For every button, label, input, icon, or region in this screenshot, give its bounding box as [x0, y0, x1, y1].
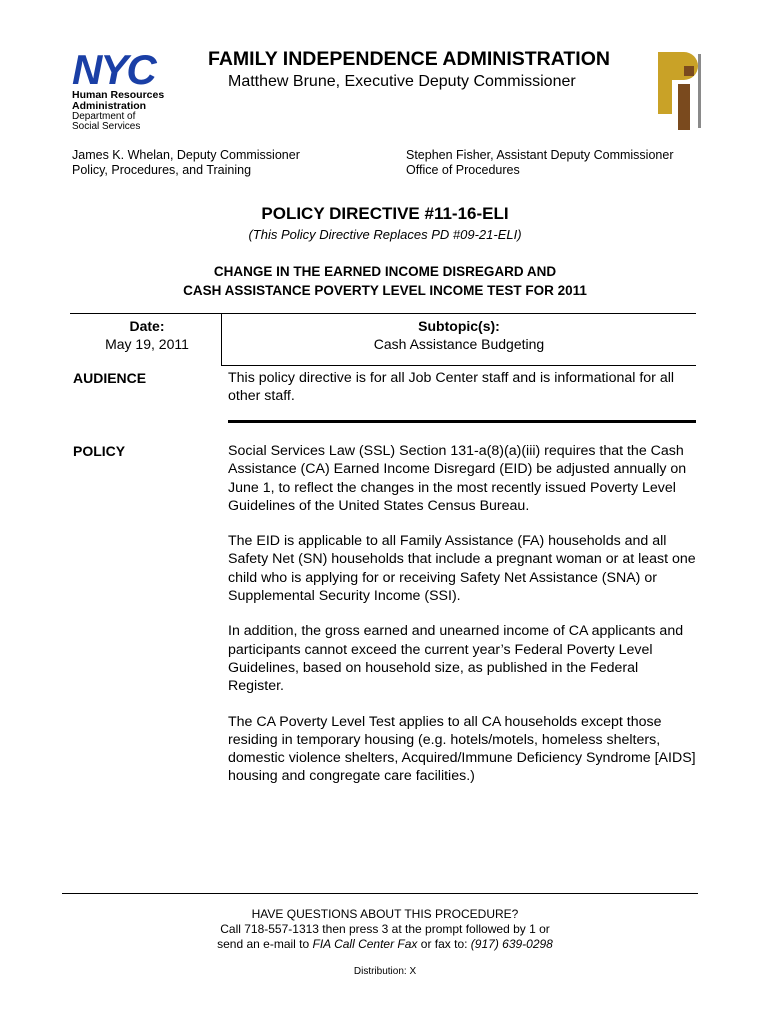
policy-paragraph-4: The CA Poverty Level Test applies to all CA households except those residing in temporary housing (e.g. hotels/motels, homeless shelters, domestic violence shelters, Acquired/Immune Deficiency Syndrome [AIDS] housing and congregate care facilities.)	[228, 713, 696, 785]
staff-left-name: James K. Whelan, Deputy Commissioner	[72, 148, 300, 162]
organization-title: FAMILY INDEPENDENCE ADMINISTRATION	[208, 48, 610, 70]
footer-email-prefix: send an e-mail to	[217, 937, 313, 951]
audience-text: This policy directive is for all Job Center staff and is informational for all other staff.	[228, 370, 675, 405]
audience-divider	[228, 420, 696, 423]
info-bottom-divider	[221, 365, 696, 366]
footer-fax-prefix: or fax to:	[417, 937, 471, 951]
dss-line-2: Social Services	[72, 121, 141, 132]
policy-paragraph-3: In addition, the gross earned and unearned income of CA applicants and participants cannot exceed the current year’s Federal Poverty Level Guidelines, based on household size, as published in the Federal Register.	[228, 623, 684, 695]
policy-paragraph-2: The EID is applicable to all Family Assistance (FA) households and all Safety Net (SN) households that include a pregnant woman or at least one child who is applying for or receiving Safety Net Assistance (SNA) or Supplemental Security Income (SSI).	[228, 533, 696, 605]
footer-call-line: Call 718-557-1313 then press 3 at the prompt followed by 1 or	[220, 922, 550, 936]
date-value: May 19, 2011	[105, 336, 189, 352]
subject-line-1: CHANGE IN THE EARNED INCOME DISREGARD AND	[213, 264, 557, 279]
subject-line-2: CASH ASSISTANCE POVERTY LEVEL INCOME TEST FOR 2011	[183, 283, 587, 298]
subtopic-label: Subtopic(s):	[418, 318, 500, 334]
organization-subtitle: Matthew Brune, Executive Deputy Commissioner	[228, 73, 576, 90]
staff-right	[406, 148, 726, 178]
pfa-logo	[654, 48, 710, 132]
nyc-logo-text: NYC	[72, 46, 155, 93]
footer	[0, 907, 770, 952]
dss-line-1: Department of	[72, 111, 136, 122]
nyc-hra-logo	[72, 46, 182, 132]
directive-subject	[0, 262, 770, 300]
hra-line-1: Human Resources	[72, 89, 165, 101]
hra-line-2: Administration	[72, 100, 147, 112]
distribution: Distribution: X	[353, 966, 417, 977]
staff-right-name: Stephen Fisher, Assistant Deputy Commissioner	[406, 148, 674, 162]
policy-paragraph-1: Social Services Law (SSL) Section 131-a(8)(a)(iii) requires that the Cash Assistance (CA) Earned Income Disregard (EID) be adjusted annually on June 1, to reflect the changes in the most recently issued Poverty Level Guidelines of the United States Census Bureau.	[228, 443, 687, 514]
directive-replaces: (This Policy Directive Replaces PD #09-21-ELI)	[248, 227, 522, 242]
date-label: Date:	[129, 318, 165, 334]
audience-label: AUDIENCE	[73, 370, 147, 386]
staff-left	[72, 148, 392, 178]
footer-fax-number: (917) 639-0298	[470, 937, 553, 951]
staff-right-office: Office of Procedures	[406, 163, 520, 177]
subtopic-value: Cash Assistance Budgeting	[373, 336, 545, 352]
policy-body	[228, 442, 698, 803]
pfa-logo-accent	[684, 66, 694, 76]
footer-question: HAVE QUESTIONS ABOUT THIS PROCEDURE?	[251, 907, 519, 921]
directive-title: POLICY DIRECTIVE #11-16-ELI	[261, 204, 509, 223]
pfa-logo-p-stem	[658, 52, 672, 114]
info-top-divider	[70, 313, 696, 314]
policy-label: POLICY	[73, 443, 126, 459]
pfa-logo-vertical-text	[698, 54, 701, 128]
footer-email-link[interactable]: FIA Call Center Fax	[312, 937, 418, 951]
staff-left-office: Policy, Procedures, and Training	[72, 163, 252, 177]
footer-divider	[62, 893, 698, 894]
pfa-logo-bar	[678, 84, 690, 130]
footer-contact-line	[0, 937, 770, 952]
